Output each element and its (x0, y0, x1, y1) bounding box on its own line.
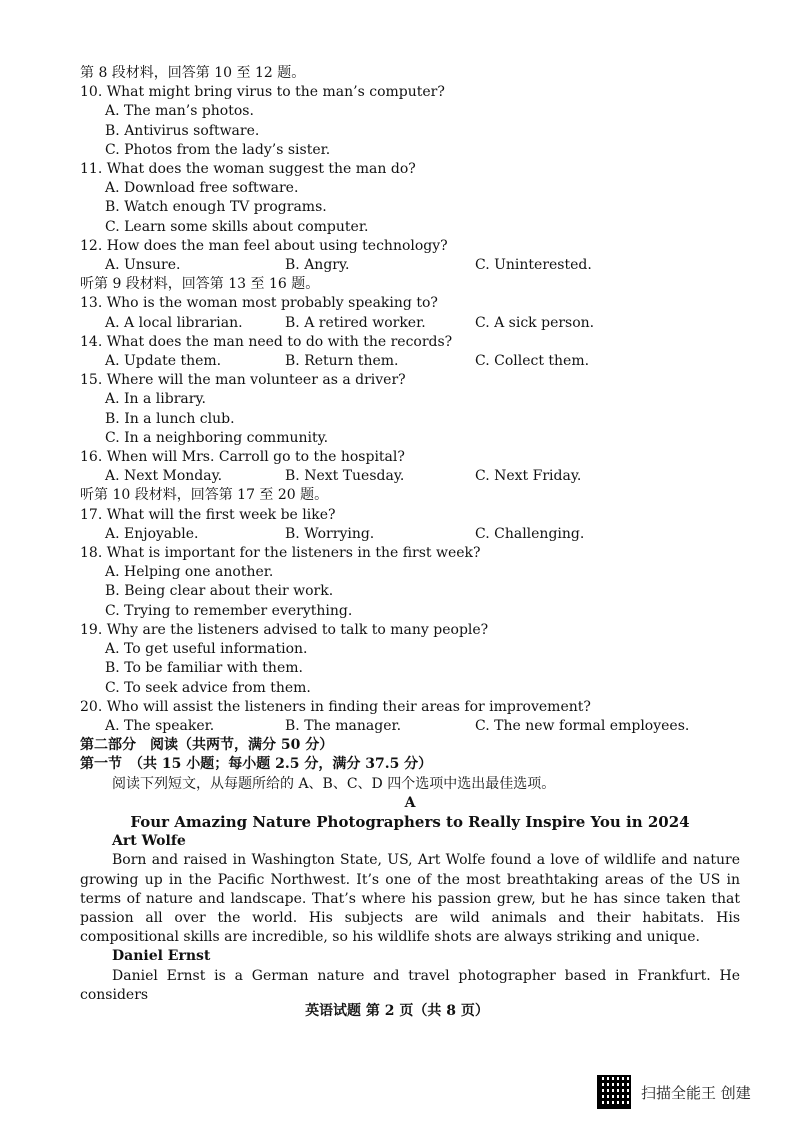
question-line: 14. What does the man need to do with the records? (80, 333, 453, 350)
option-line: C. In a neighboring community. (105, 429, 329, 446)
option-row (80, 352, 740, 371)
option-line: C. Learn some skills about computer. (105, 218, 369, 235)
option-line: A. Helping one another. (105, 564, 274, 581)
option-a: A. A local librarian. (105, 314, 243, 331)
option-line: C. Photos from the lady’s sister. (105, 141, 331, 158)
option-a: A. Update them. (105, 353, 222, 370)
option-line: B. To be familiar with them. (105, 660, 303, 677)
option-b: B. The manager. (285, 717, 402, 734)
option-b: B. Angry. (285, 257, 350, 274)
option-a: A. Next Monday. (105, 468, 223, 485)
photographer-name: Art Wolfe (112, 833, 186, 850)
exam-page-content (80, 64, 740, 1005)
question-line: 第 8 段材料，回答第 10 至 12 题。 (80, 65, 306, 81)
option-c: C. Next Friday. (475, 468, 582, 485)
option-line: A. In a library. (105, 391, 206, 408)
option-c: C. Uninterested. (475, 257, 592, 274)
option-row (80, 314, 740, 333)
option-a: A. The speaker. (105, 717, 215, 734)
option-a: A. Unsure. (105, 257, 181, 274)
option-line: A. Download free software. (105, 180, 299, 197)
question-line: 13. Who is the woman most probably speaking to? (80, 295, 438, 312)
option-row (80, 717, 740, 736)
question-line: 19. Why are the listeners advised to talk to many people? (80, 621, 489, 638)
passage-paragraph: Born and raised in Washington State, US, Art Wolfe found a love of wildlife and nature growing up in the Pacific Northwest. It’s one of the most breathtaking areas of the US in terms of nature and landscape. That’s where his passion grew, but he has since taken that passion all over the world. His subjects are wild animals and their habitats. His compositional skills are incredible, so his wildlife shots are always striking and unique. (80, 852, 740, 946)
question-line: 12. How does the man feel about using technology? (80, 237, 448, 254)
option-line: B. In a lunch club. (105, 410, 235, 427)
option-line: B. Being clear about their work. (105, 583, 334, 600)
page-footer: 英语试题 第 2 页（共 8 页） (305, 1003, 489, 1019)
question-line: 20. Who will assist the listeners in finding their areas for improvement? (80, 698, 591, 715)
section-heading: 第二部分 阅读（共两节，满分 50 分） (80, 737, 334, 754)
question-line: 18. What is important for the listeners in the first week? (80, 545, 481, 562)
question-line: 16. When will Mrs. Carroll go to the hospital? (80, 449, 405, 466)
scanner-watermark (597, 1075, 751, 1109)
option-c: C. The new formal employees. (475, 717, 690, 734)
passage-title: Four Amazing Nature Photographers to Really Inspire You in 2024 (130, 812, 690, 831)
option-line: A. To get useful information. (105, 641, 308, 658)
option-c: C. Collect them. (475, 353, 590, 370)
option-b: B. Return them. (285, 353, 399, 370)
question-line: 10. What might bring virus to the man’s computer? (80, 84, 445, 101)
watermark-text: 扫描全能王 创建 (641, 1083, 751, 1102)
option-b: B. Worrying. (285, 525, 375, 542)
option-line: B. Watch enough TV programs. (105, 199, 327, 216)
option-line: C. Trying to remember everything. (105, 602, 353, 619)
question-line: 听第 9 段材料，回答第 13 至 16 题。 (80, 276, 320, 293)
passage-letter: A (404, 794, 416, 811)
option-c: C. Challenging. (475, 525, 585, 542)
question-line: 听第 10 段材料，回答第 17 至 20 题。 (80, 487, 329, 504)
option-row (80, 467, 740, 486)
section-heading: 第一节 （共 15 小题；每小题 2.5 分，满分 37.5 分） (80, 756, 433, 773)
qr-code-icon (597, 1075, 631, 1109)
option-row (80, 525, 740, 544)
option-line: B. Antivirus software. (105, 122, 260, 139)
option-c: C. A sick person. (475, 314, 595, 331)
instruction-line: 阅读下列短文，从每题所给的 A、B、C、D 四个选项中选出最佳选项。 (112, 775, 556, 792)
option-b: B. A retired worker. (285, 314, 426, 331)
option-line: C. To seek advice from them. (105, 679, 311, 696)
question-line: 17. What will the first week be like? (80, 506, 336, 523)
option-row (80, 256, 740, 275)
question-line: 15. Where will the man volunteer as a driver? (80, 372, 406, 389)
question-line: 11. What does the woman suggest the man do? (80, 161, 416, 178)
photographer-name: Daniel Ernst (112, 948, 211, 965)
option-b: B. Next Tuesday. (285, 468, 405, 485)
passage-paragraph: Daniel Ernst is a German nature and travel photographer based in Frankfurt. He considers (80, 967, 740, 1003)
option-line: A. The man’s photos. (105, 103, 254, 120)
option-a: A. Enjoyable. (105, 525, 199, 542)
